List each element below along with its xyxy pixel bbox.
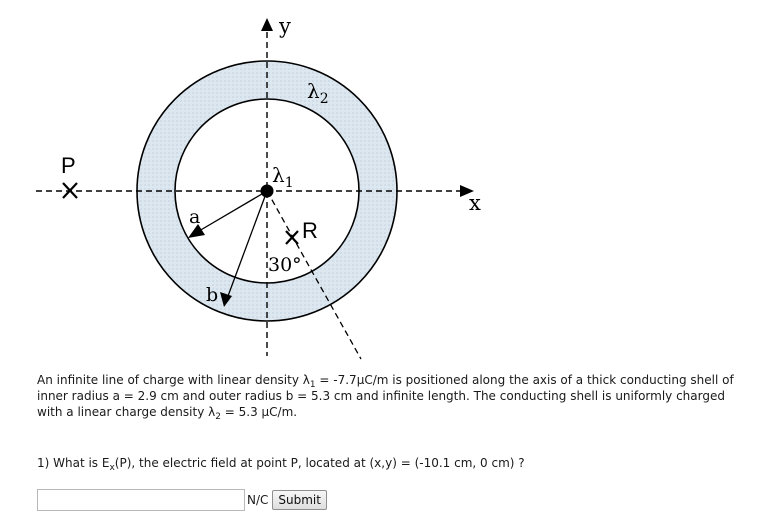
problem-statement: An infinite line of charge with linear density $\lambda_1 = -7.7\mu C/m$ is positioned along the axis of a thick conducting shell of inner radius a = 2.9 cm and outer radius b = 5.3 cm and infinite length. The conducting shell is uniformly charged with a linear charge density $\lambda_2 = 5.3$ μC/m. — [37, 373, 734, 422]
question-1: 1) What is $E_x(P)$, the electric field at point P, located at (x,y) = (-10.1 cm, 0 cm) ? — [37, 456, 525, 473]
lambda2-label: $\lambda_2$ — [307, 79, 329, 107]
angle-label: 30° — [268, 254, 302, 276]
y-axis-label: y — [279, 14, 291, 38]
radius-b-label: b — [206, 284, 219, 306]
lambda1-label: $\lambda_1$ — [272, 163, 294, 191]
radius-a-label: a — [189, 206, 201, 228]
submit-button[interactable]: Submit — [272, 490, 327, 510]
answer-unit: N/C — [247, 493, 269, 507]
y-axis-arrowhead — [261, 18, 273, 31]
answer-row — [37, 488, 327, 512]
answer-input[interactable] — [37, 489, 245, 511]
radius-a-line — [199, 191, 267, 231]
point-p-label: P — [61, 153, 76, 178]
x-axis-label: x — [469, 191, 481, 215]
point-r-label: R — [302, 218, 318, 243]
